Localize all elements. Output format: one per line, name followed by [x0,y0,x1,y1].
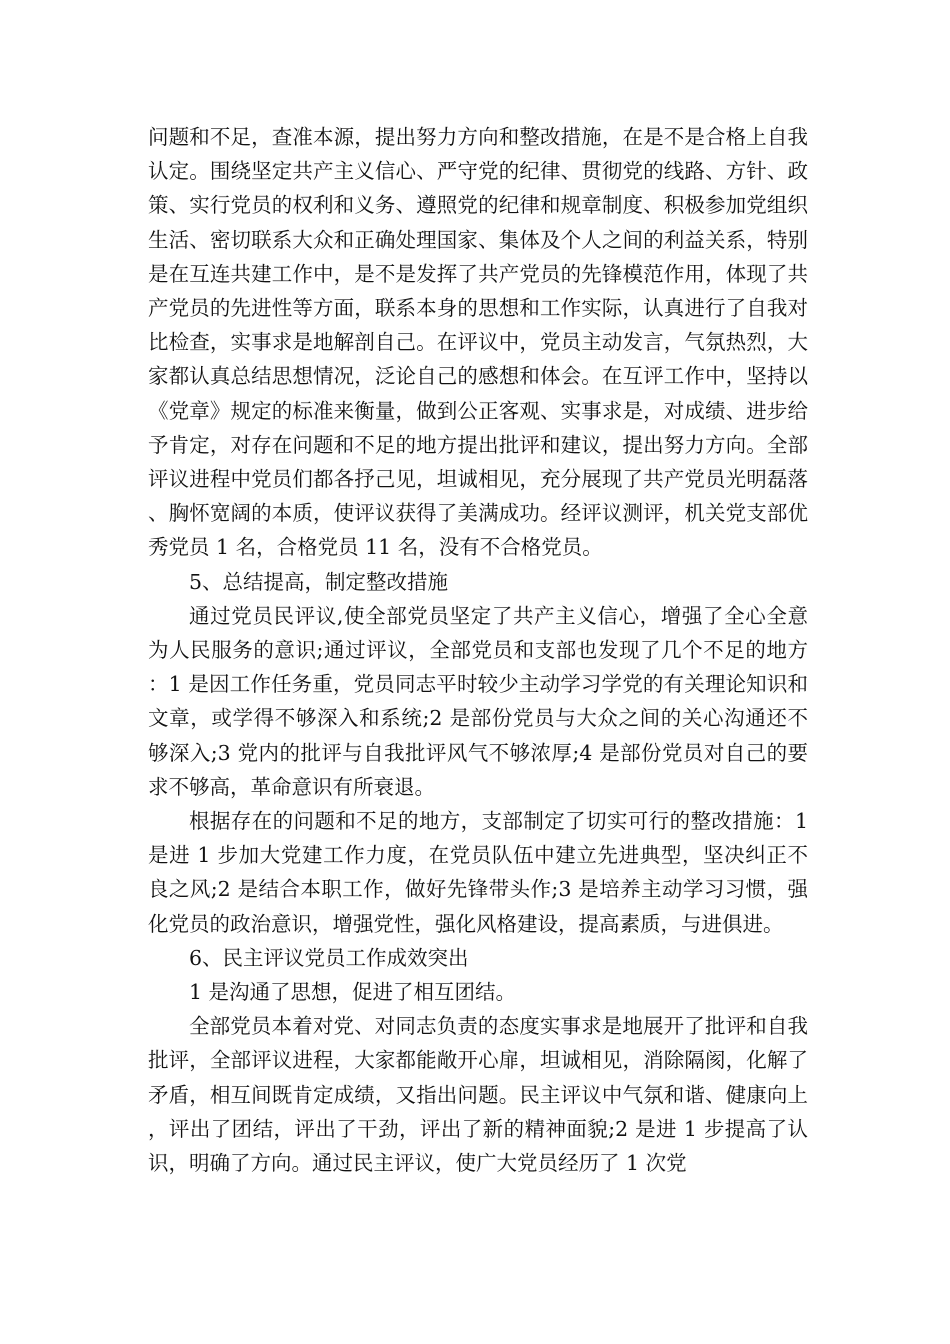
section-heading-summary-improvement: 5、总结提高，制定整改措施 [189,569,449,594]
paragraph-criticism-self-criticism: 全部党员本着对党、对同志负责的态度实事求是地展开了批评和自我批评，全部评议进程，大家都能敞开心扉，坦诚相见，消除隔阂，化解了矛盾，相互间既肯定成绩，又指出问题。民主评议中气氛和谐、健康向上，评出了团结，评出了干劲，评出了新的精神面貌;2 是进 1 步提高了认识，明确了方向。通过民主评议，使广大党员经历了 1 次党 [148,1014,808,1176]
paragraph-review-findings: 通过党员民评议,使全部党员坚定了共产主义信心，增强了全心全意为人民服务的意识;通过评议，全部党员和支部也发现了几个不足的地方：1 是因工作任务重，党员同志平时较少主动学习学党的有关理论知识和文章，或学得不够深入和系统;2 是部份党员与大众之间的关心沟通还不够深入;3 党内的批评与自我批评风气不够浓厚;4 是部份党员对自己的要求不够高，革命意识有所衰退。 [148,603,808,799]
section-heading-outstanding-results: 6、民主评议党员工作成效突出 [189,945,469,970]
paragraph-self-assessment: 问题和不足，查准本源，提出努力方向和整改措施，在是不是合格上自我认定。围绕坚定共产主义信心、严守党的纪律、贯彻党的线路、方针、政策、实行党员的权利和义务、遵照党的纪律和规章制度、积极参加党组织生活、密切联系大众和正确处理国家、集体及个人之间的利益关系，特别是在互连共建工作中，是不是发挥了共产党员的先锋模范作用，体现了共产党员的先进性等方面，联系本身的思想和工作实际，认真进行了自我对比检查，实事求是地解剖自己。在评议中，党员主动发言，气氛热烈，大家都认真总结思想情况，泛论自己的感想和体会。在互评工作中，坚持以《党章》规定的标准来衡量，做到公正客观、实事求是，对成绩、进步给予肯定，对存在问题和不足的地方提出批评和建议，提出努力方向。全部评议进程中党员们都各抒己见，坦诚相见，充分展现了共产党员光明磊落、胸怀宽阔的本质，使评议获得了美满成功。经评议测评，机关党支部优秀党员 1 名，合格党员 11 名，没有不合格党员。 [148,125,808,560]
subheading-communication-unity: 1 是沟通了思想，促进了相互团结。 [189,980,517,1005]
paragraph-rectification-measures: 根据存在的问题和不足的地方，支部制定了切实可行的整改措施：1 是进 1 步加大党建工作力度，在党员队伍中建立先进典型，坚决纠正不良之风;2 是结合本职工作，做好先锋带头作;3 是培养主动学习习惯，强化党员的政治意识，增强党性，强化风格建设，提高素质，与进俱进。 [148,809,808,936]
document-body [148,120,808,1180]
